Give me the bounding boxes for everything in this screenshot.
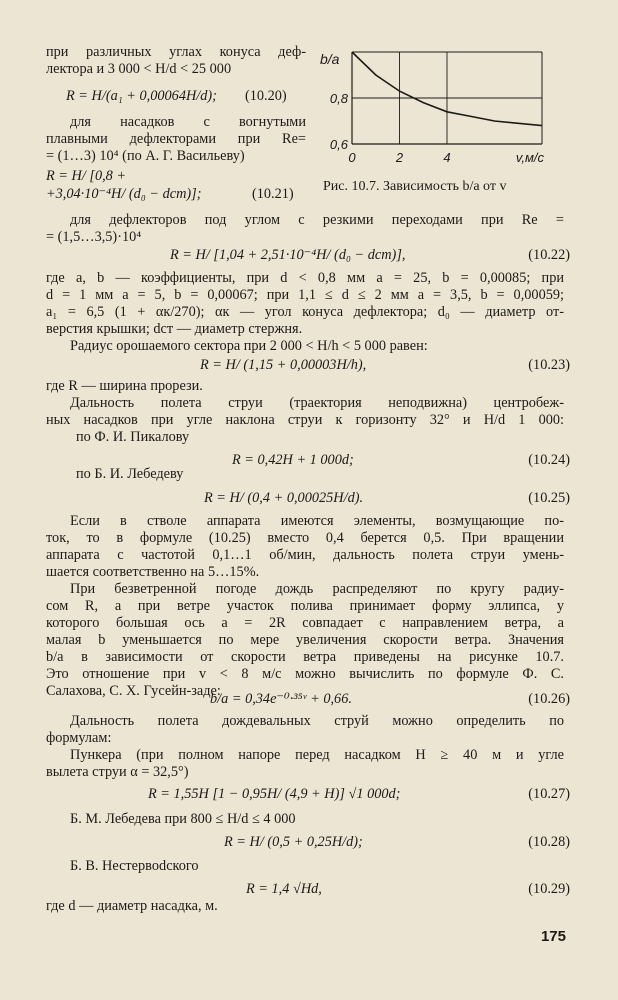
text-line: где a, b — коэффициенты, при d < 0,8 мм a = 25, b = 0,00085; при xyxy=(46,270,564,286)
text-line: ток, то в формуле (10.25) вместо 0,4 берется 0,5. При вращении xyxy=(46,530,564,546)
equation-number: (10.29) xyxy=(528,881,570,897)
formula-10-26: b/a = 0,34e⁻⁰·³⁵ᵛ + 0,66. xyxy=(210,691,352,707)
text-line: лектора и 3 000 < H/d < 25 000 xyxy=(46,61,232,77)
y-tick-label: 0,6 xyxy=(329,137,348,152)
equation-number: (10.22) xyxy=(528,247,570,263)
text-line: по Ф. И. Пикалову xyxy=(76,429,190,445)
text-line: Пункера (при полном напоре перед насадком H ≥ 40 м и угле xyxy=(70,747,564,763)
formula-10-27: R = 1,55H [1 − 0,95H/ (4,9 + H)] √1 000d; xyxy=(148,786,401,802)
text-line: Если в стволе аппарата имеются элементы, возмущающие по- xyxy=(70,513,564,529)
formula-10-22: R = H/ [1,04 + 2,51·10⁻⁴H/ (d₀ − dст)], xyxy=(170,247,406,263)
text-line: При безветренной погоде дождь распределяют по кругу радиу- xyxy=(70,581,564,597)
text-line: формулам: xyxy=(46,730,112,746)
text-line: при различных углах конуса деф- xyxy=(46,44,306,60)
text-line: Б. В. Нестервodского xyxy=(70,858,199,874)
formula-10-20: R = H/(a₁ + 0,00064H/d); xyxy=(66,88,217,104)
figure-caption: Рис. 10.7. Зависимость b/a от v xyxy=(323,179,507,194)
equation-number: (10.26) xyxy=(528,691,570,707)
formula-10-23: R = H/ (1,15 + 0,00003H/h), xyxy=(200,357,367,373)
text-line: b/a в зависимости от скорости ветра приведены на рисунке 10.7. xyxy=(46,649,564,665)
text-line: = (1…3) 10⁴ (по А. Г. Васильеву) xyxy=(46,148,245,164)
text-line: Дальность полета струи (траектория неподвижна) центробеж- xyxy=(70,395,564,411)
x-tick-label: 0 xyxy=(348,150,356,165)
text-line: по Б. И. Лебедеву xyxy=(76,466,184,482)
text-line: где d — диаметр насадка, м. xyxy=(46,898,218,914)
text-line: для дефлекторов под углом с резкими переходами при Re = xyxy=(70,212,564,228)
text-line: = (1,5…3,5)·10⁴ xyxy=(46,229,142,245)
text-line: вылета струи α = 32,5°) xyxy=(46,764,189,780)
formula-10-21-part2: +3,04·10⁻⁴H/ (d₀ − dст)]; xyxy=(46,186,202,202)
text-line: для насадков с вогнутыми xyxy=(70,114,306,130)
equation-number: (10.24) xyxy=(528,452,570,468)
equation-number: (10.25) xyxy=(528,490,570,506)
equation-number: (10.28) xyxy=(528,834,570,850)
figure-10-7-chart xyxy=(318,46,564,176)
text-line: Б. М. Лебедева при 800 ≤ H/d ≤ 4 000 xyxy=(70,811,296,827)
text-line: где R — ширина прорези. xyxy=(46,378,203,394)
text-line: шается соответственно на 5…15%. xyxy=(46,564,260,580)
text-line: верстия крышки; dст — диаметр стержня. xyxy=(46,321,303,337)
text-line: Дальность полета дождевальных струй можно определить по xyxy=(70,713,564,729)
text-line: Это отношение при v < 8 м/с можно вычислить по формуле Ф. С. xyxy=(46,666,564,682)
y-tick-label: 0,8 xyxy=(329,91,348,106)
text-line: Салахова, С. Х. Гусейн-заде: xyxy=(46,683,221,699)
text-line: a₁ = 6,5 (1 + αк/270); αк — угол конуса дефлектора; d₀ — диаметр от- xyxy=(46,304,564,320)
formula-10-28: R = H/ (0,5 + 0,25H/d); xyxy=(224,834,363,850)
text-line: d = 1 мм a = 5, b = 0,00067; при 1,1 ≤ d ≤ 2 мм a = 3,5, b = 0,00059; xyxy=(46,287,564,303)
text-line: Радиус орошаемого сектора при 2 000 < H/h < 5 000 равен: xyxy=(70,338,428,354)
text-line: аппарата с частотой 0,1…1 об/мин, дальность полета струи умень- xyxy=(46,547,564,563)
y-axis-label: b/a xyxy=(320,51,340,67)
text-line: которого большая ось a = 2R совпадает с направлением ветра, а xyxy=(46,615,564,631)
x-tick-label: 4 xyxy=(443,150,451,165)
equation-number: (10.27) xyxy=(528,786,570,802)
text-line: сом R, а при ветре участок полива принимает форму эллипса, у xyxy=(46,598,564,614)
equation-number: (10.21) xyxy=(252,186,294,202)
equation-number: (10.23) xyxy=(528,357,570,373)
x-tick-label: 2 xyxy=(395,150,404,165)
page-number: 175 xyxy=(540,928,566,945)
formula-10-24: R = 0,42H + 1 000d; xyxy=(232,452,354,468)
x-axis-label: v,м/с xyxy=(515,150,544,165)
formula-10-29: R = 1,4 √Hd, xyxy=(246,881,322,897)
equation-number: (10.20) xyxy=(245,88,287,104)
text-line: ных насадков при угле наклона струи к горизонту 32° и H/d 1 000: xyxy=(46,412,564,428)
formula-10-25: R = H/ (0,4 + 0,00025H/d). xyxy=(204,490,364,506)
formula-10-21-part1: R = H/ [0,8 + xyxy=(46,168,127,184)
text-line: плавными дефлекторами при Re= xyxy=(46,131,306,147)
text-line: малая b уменьшается по мере увеличения скорости ветра. Значения xyxy=(46,632,564,648)
